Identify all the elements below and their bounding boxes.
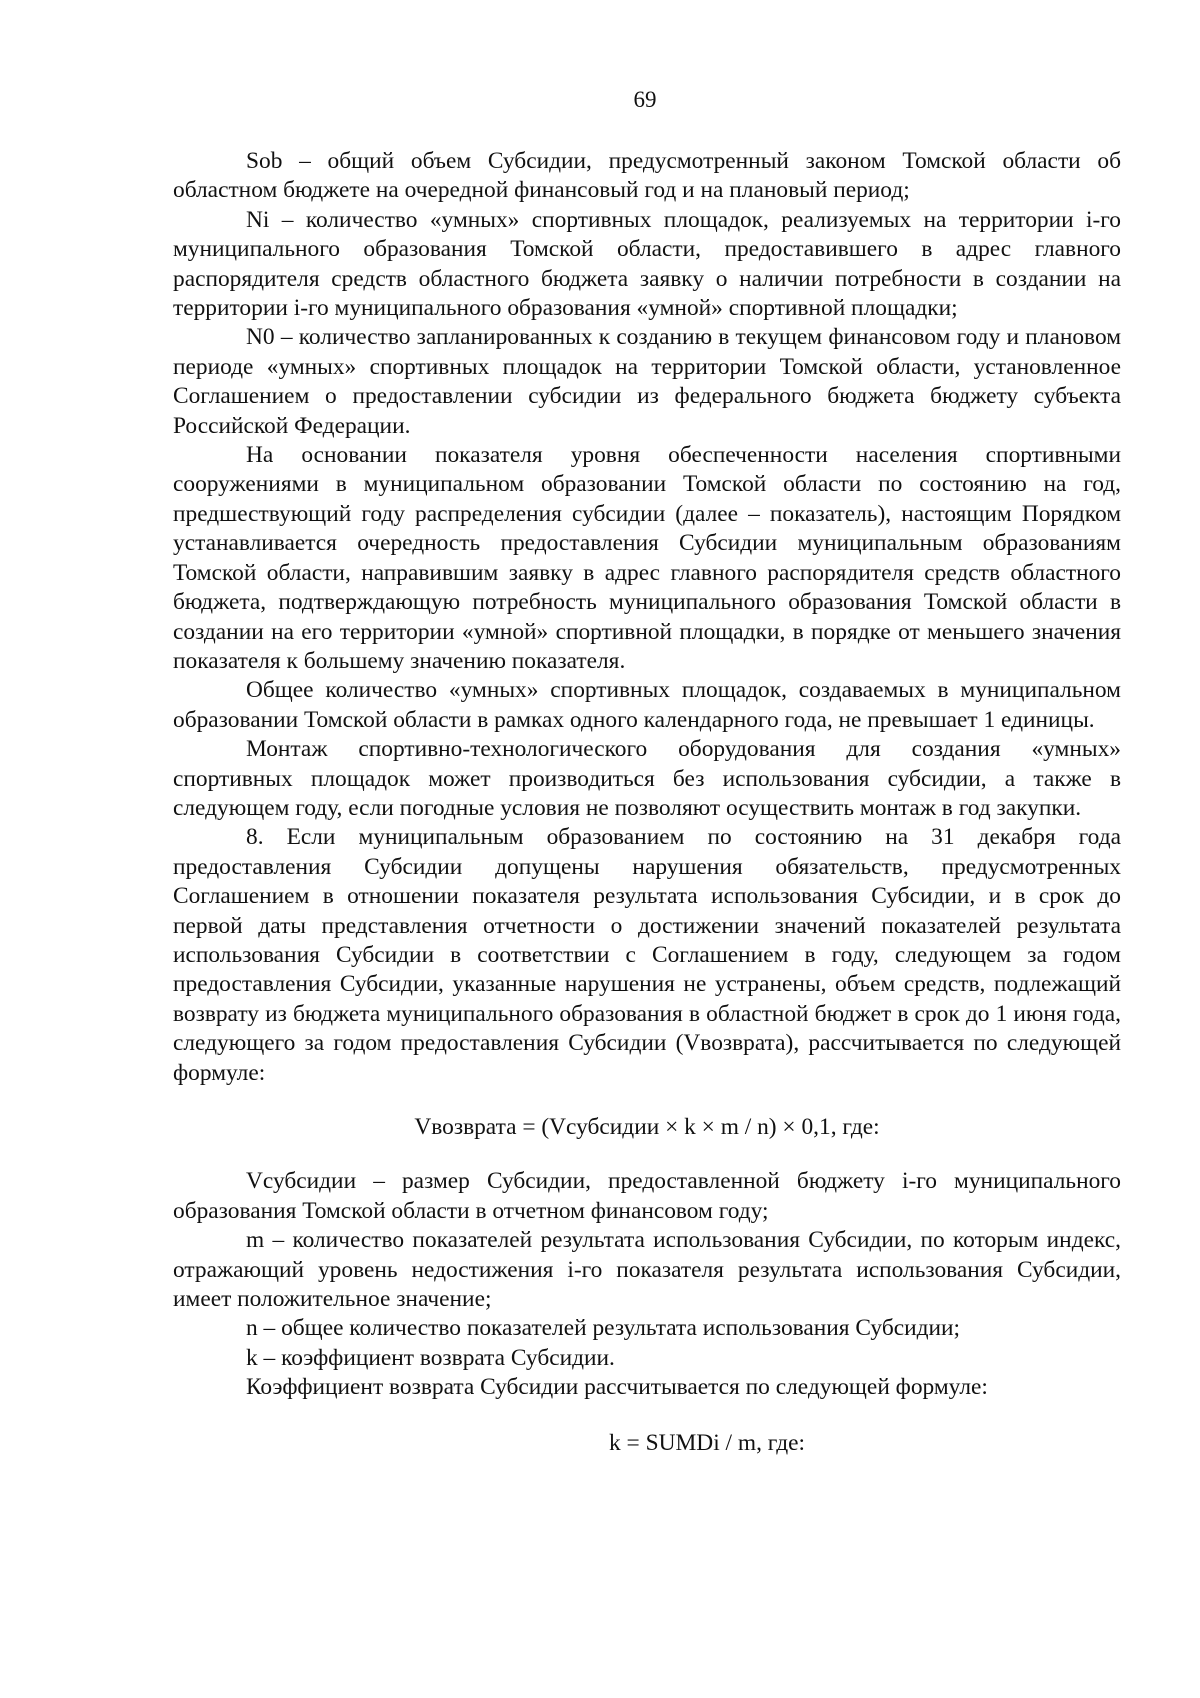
definition-n: n – общее количество показателей результата использования Субсидии; xyxy=(246,1315,961,1342)
definition-vsubsidy: Vсубсидии – размер Субсидии, предоставленной бюджету i-го муниципального образования Томской области в отчетном финансовом году; xyxy=(173,1168,1121,1224)
page-number: 69 xyxy=(633,87,657,112)
formula-k: k = SUMDi / m, где: xyxy=(609,1429,805,1456)
paragraph-section-8: 8. Если муниципальным образованием по состоянию на 31 декабря года предоставления Субсидии допущены нарушения обязательств, предусмотренных Соглашением в отношении показателя результата использования Субсидии, и в срок до первой даты представления отчетности о достижении значений показателей результата использования Субсидии в соответствии с Соглашением в году, следующем за годом предоставления Субсидии, указанные нарушения не устранены, объем средств, подлежащий возврату из бюджета муниципального образования в областной бюджет в срок до 1 июня года, следующего за годом предоставления Субсидии (Vвозврата), рассчитывается по следующей формуле: xyxy=(173,824,1121,1086)
definition-m: m – количество показателей результата использования Субсидии, по которым индекс, отражающий уровень недостижения i-го показателя результата использования Субсидии, имеет положительное значение; xyxy=(173,1227,1121,1313)
definition-n0: N0 – количество запланированных к созданию в текущем финансовом году и плановом периоде «умных» спортивных площадок на территории Томской области, установленное Соглашением о предоставлении субсидии из федерального бюджета бюджету субъекта Российской Федерации. xyxy=(173,324,1121,439)
formula-return-volume: Vвозврата = (Vсубсидии × k × m / n) × 0,1, где: xyxy=(414,1114,880,1140)
paragraph-installation: Монтаж спортивно-технологического оборудования для создания «умных» спортивных площадок может производиться без использования субсидии, а также в следующем году, если погодные условия не позволяют осуществить монтаж в год закупки. xyxy=(173,736,1121,821)
paragraph-priority-order: На основании показателя уровня обеспеченности населения спортивными сооружениями в муниципальном образовании Томской области по состоянию на год, предшествующий году распределения субсидии (далее – показатель), настоящим Порядком устанавливается очередность предоставления Субсидии муниципальным образованиям Томской области, направившим заявку в адрес главного распорядителя средств областного бюджета, подтверждающую потребность муниципального образования Томской области в создании на его территории «умной» спортивной площадки, в порядке от меньшего значения показателя к большему значению показателя. xyxy=(173,442,1121,674)
document-body xyxy=(173,147,1121,1458)
definition-k: k – коэффициент возврата Субсидии. xyxy=(246,1344,615,1371)
paragraph-k-formula-intro: Коэффициент возврата Субсидии рассчитывается по следующей формуле: xyxy=(246,1374,988,1401)
paragraph-total-count: Общее количество «умных» спортивных площадок, создаваемых в муниципальном образовании Томской области в рамках одного календарного года, не превышает 1 единицы. xyxy=(173,677,1121,733)
definition-ni: Ni – количество «умных» спортивных площадок, реализуемых на территории i-го муниципального образования Томской области, предоставившего в адрес главного распорядителя средств областного бюджета заявку о наличии потребности в создании на территории i-го муниципального образования «умной» спортивной площадки; xyxy=(173,206,1121,322)
definition-sob: Sob – общий объем Субсидии, предусмотренный законом Томской области об областном бюджете на очередной финансовый год и на плановый период; xyxy=(173,148,1121,204)
